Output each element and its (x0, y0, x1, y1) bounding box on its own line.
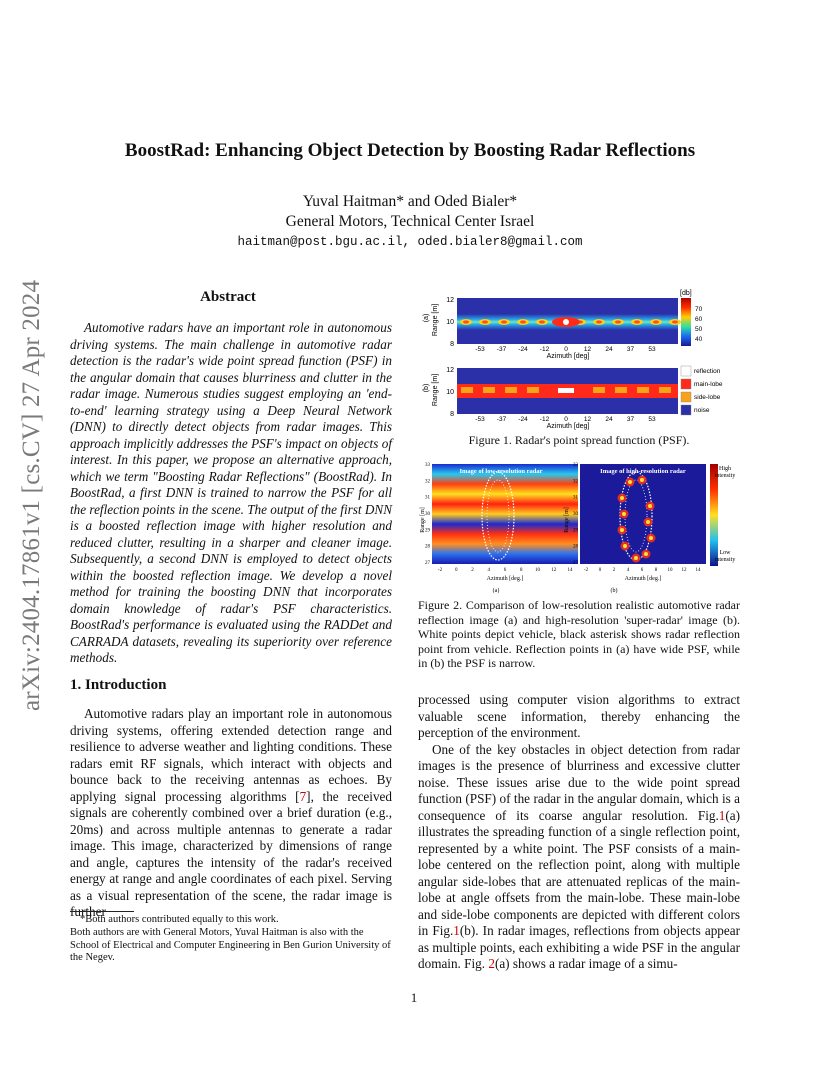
fig1-colorbar-tick: 70 (695, 306, 703, 313)
fig1-ytick: 8 (450, 341, 454, 348)
introduction-paragraph (70, 706, 392, 921)
fig1-legend-swatch (681, 366, 691, 376)
fig1-ytick: 10 (446, 389, 454, 396)
fig2-ytick: 33 (573, 463, 578, 468)
fig2-xtick: 6 (503, 568, 507, 573)
fig1-xtick: 24 (605, 416, 613, 423)
right-paragraph-1: processed using computer vision algorithms to extract valuable scene information, thereby enhancing the perception of the environment. (418, 692, 740, 740)
fig1-sidelobe-core-a (520, 320, 526, 323)
figure-1-caption: Figure 1. Radar's point spread function (PSF). (468, 433, 690, 447)
fig1-sidelobe-b (637, 387, 649, 393)
fig1-legend-swatch (681, 392, 691, 402)
fig2-xtick: 10 (535, 568, 540, 573)
fig2-yticks-a (425, 463, 431, 566)
fig1-xtick: -12 (539, 346, 550, 353)
footnote-rule (70, 911, 134, 912)
fig1-legend-swatch (681, 405, 691, 415)
fig2-colorbar-high: High intensity (714, 466, 736, 479)
fig1-xlabel-b: Azimuth [deg] (546, 423, 590, 430)
fig2-ytick: 27 (573, 561, 578, 566)
fig1-sidelobe-core-a (615, 320, 621, 323)
figure-ref-link[interactable]: 1 (453, 923, 460, 938)
footnote (70, 914, 392, 965)
fig2-colorbar (710, 464, 718, 566)
fig1-sidelobe-core-a (596, 320, 602, 323)
abstract-text: Automotive radars have an important role in autonomous driving systems. The main challenge in automotive radar detection is the radar's wide point spread function (PSF) in the angular domain that causes blurriness and clutter in the radar image. Numerous studies suggest employing an 'end-to-end' learning strategy using a Deep Neural Network (DNN) to directly detect objects from radar images. This approach implicitly addresses the PSF's impact on objects of interest. In this paper, we propose an alternative approach, which we term "Boosting Radar Reflections" (BoostRad). In BoostRad, a first DNN is trained to narrow the PSF for all the reflection points in the scene. The output of the first DNN is a boosted reflection image with higher resolution and reduced clutter, resulting in a sharper and cleaner image. Subsequently, a second DNN is employed to detect objects within the boosted reflection image. We develop a novel method for training the boosting DNN that incorporates domain knowledge of radar's PSF characteristics. BoostRad's performance is evaluated using the RADDet and CARRADA datasets, revealing its superiority over reference methods. (70, 320, 392, 665)
fig2-xtick: 14 (567, 568, 573, 573)
fig1-xtick: -37 (496, 416, 507, 423)
fig1-panel-a-label: (a) (423, 313, 430, 323)
affiliation: General Motors, Technical Center Israel (285, 213, 535, 230)
fig1-reflection-point (563, 319, 569, 325)
fig1-xtick: 0 (564, 346, 568, 353)
figure-ref-link[interactable]: 2 (488, 956, 495, 971)
fig2-xtick: 6 (640, 568, 644, 573)
right-text-d: (a) shows a radar image of a simu- (494, 956, 678, 971)
figure-2 (418, 458, 740, 596)
fig1-xtick: -24 (518, 346, 528, 353)
figure-2-caption: Figure 2. Comparison of low-resolution realistic automotive radar reflection image (a) and high-resolution 'super-radar' image (b). White points depict vehicle, black asterisk shows radar reflection point from vehicle. Reflection points in (a) have wide PSF, while in (b) the PSF is narrow. (418, 598, 740, 670)
fig1-ylabel-b: Range [m] (432, 373, 439, 407)
fig1-xtick: 24 (605, 346, 613, 353)
fig1-xtick: 37 (626, 346, 635, 353)
fig1-sidelobe-b (483, 387, 495, 393)
fig2-hotspot-core (620, 496, 624, 500)
fig2-ytick: 30 (425, 512, 430, 517)
fig2-ytick: 31 (573, 495, 578, 501)
author-names: Yuval Haitman* and Oded Bialer* (302, 193, 518, 210)
fig1-xtick: -53 (475, 346, 485, 353)
fig1-legend (681, 366, 723, 415)
fig1-ytick: 12 (446, 367, 454, 374)
fig2-ytick: 32 (425, 479, 430, 485)
fig2-xlabel-b: Azimuth [deg.] (624, 576, 662, 582)
fig2-ytick: 30 (573, 512, 578, 517)
fig1-xtick: 37 (626, 416, 635, 423)
fig2-xtick: 2 (612, 568, 616, 573)
fig2-hotspot-core (648, 504, 652, 508)
fig1-sidelobe-b (593, 387, 605, 393)
fig2-xtick: 2 (471, 568, 474, 573)
fig2-xtick: 0 (598, 568, 602, 573)
fig1-colorbar-unit: [db] (680, 290, 692, 297)
fig2-hotspot-core (646, 520, 650, 524)
fig2-xtick: 8 (654, 568, 658, 573)
fig1-ytick: 12 (446, 297, 454, 304)
fig2-hotspot-core (644, 552, 648, 556)
fig2-hotspot-core (622, 512, 626, 516)
fig1-legend-label: reflection (694, 368, 721, 375)
fig2-lowres-image (432, 464, 578, 564)
footnote-line-1: *Both authors contributed equally to this work. (80, 914, 279, 925)
author-block (60, 192, 760, 232)
fig1-xtick: -53 (475, 416, 485, 423)
fig2-ytick: 28 (425, 544, 430, 550)
fig1-sidelobe-b (659, 387, 671, 393)
fig2-xtick: 8 (520, 568, 523, 573)
abstract-heading: Abstract (200, 289, 256, 305)
fig1-xticks-a (475, 346, 656, 353)
right-column-text (418, 692, 740, 973)
fig2-ytick: 29 (573, 528, 578, 534)
fig2-ytick: 33 (425, 463, 430, 468)
fig2-colorbar-low: Low intensity (714, 550, 736, 563)
fig2-hotspot-core (628, 480, 632, 484)
fig1-colorbar-tick: 50 (695, 326, 703, 333)
introduction-heading: 1. Introduction (70, 677, 167, 693)
right-text-c: (b). In radar images, reflections from objects appear as multiple points, each exhibiting a wide PSF in the angular domain. Fig. (418, 923, 740, 971)
fig1-colorbar-tick: 60 (695, 316, 703, 323)
fig1-xtick: 12 (583, 416, 592, 423)
arxiv-identifier: arXiv:2404.17861v1 [cs.CV] 27 Apr 2024 (18, 279, 45, 712)
intro-text-b: ], the received signals are coherently combined over a brief duration (e.g., 20ms) and across multiple antennas to generate a radar image. This image, characterized by dimensions of range and angle, captures the intensity of the radar's received energy at range and angle coordinates of each pixel. Serving as a visual representation of the scene, the radar image is further (70, 788, 392, 919)
figure-ref-link[interactable]: 1 (718, 807, 726, 823)
fig2-xtick: 4 (487, 568, 490, 573)
fig1-colorbar-tick: 40 (695, 336, 703, 343)
fig2-xtick: 12 (551, 568, 557, 573)
fig1-xtick: -37 (496, 346, 507, 353)
fig1-sidelobe-b (461, 387, 473, 393)
fig1-sidelobe-core-a (539, 320, 545, 323)
right-text-b: (a) illustrates the spreading function of a single reflection point, represented by a white point. The PSF consists of a main-lobe centered on the reflection point, along with multiple angular side-lobes that are attenuated replicas of the main-lobe at angle offsets from the main-lobe. These main-lobe and side-lobe components are depicted with different colors in Fig. (418, 807, 740, 938)
fig1-ytick: 10 (446, 319, 454, 326)
fig1-xtick: 53 (648, 346, 656, 353)
fig1-legend-label: main-lobe (694, 381, 723, 388)
fig1-xlabel-a: Azimuth [deg] (546, 353, 590, 360)
fig1-sidelobe-b (527, 387, 539, 393)
fig2-xtick: -2 (437, 568, 443, 573)
fig2-xtick: 10 (667, 568, 673, 573)
fig2-hotspot-core (623, 544, 627, 548)
right-text-a: One of the key obstacles in object detection from radar images is the presence of blurriness and excessive clutter noise. These issues arise due to the wide point spread function (PSF) of the radar in the angular domain, which is a consequence of its coarse angular resolution. Fig. (418, 741, 740, 823)
fig2-ylabel-b: Range [m] (564, 507, 570, 533)
fig1-xticks-b (475, 416, 656, 423)
fig2-ylabel-a: Range [m] (420, 507, 426, 533)
fig2-xlabel-a: Azimuth [deg.] (486, 576, 524, 582)
fig1-ytick: 8 (450, 411, 454, 418)
fig1-xtick: -24 (518, 416, 528, 423)
fig2-hotspot-core (640, 478, 644, 482)
fig1-legend-swatch (681, 379, 691, 389)
fig1-xtick: 0 (564, 416, 568, 423)
fig1-sidelobe-core-a (634, 320, 640, 323)
author-emails: haitman@post.bgu.ac.il, oded.bialer8@gmail.com (237, 235, 583, 249)
fig2-xticks-b (584, 568, 701, 573)
fig2-xtick: 14 (695, 568, 701, 573)
fig2-hotspot-core (649, 536, 653, 540)
fig2-title-a: Image of low-resolution radar (459, 468, 543, 475)
fig1-reflection-b (558, 388, 574, 393)
page-number: 1 (410, 990, 418, 1005)
fig1-sidelobe-b (505, 387, 517, 393)
fig2-hotspot-core (620, 528, 624, 532)
fig1-legend-label: noise (694, 407, 710, 414)
fig2-xtick: 0 (455, 568, 458, 573)
fig2-label-a: (a) (492, 588, 500, 594)
fig2-xtick: 4 (626, 568, 630, 573)
fig1-sidelobe-core-a (653, 320, 659, 323)
fig1-legend-label: side-lobe (694, 394, 721, 401)
paper-title: BoostRad: Enhancing Object Detection by Boosting Radar Reflections (124, 140, 696, 161)
fig1-yticks-b (446, 367, 454, 418)
fig1-xtick: 53 (648, 416, 656, 423)
fig2-ytick: 29 (425, 528, 430, 534)
fig1-yticks-a (446, 297, 454, 348)
fig1-colorbar (681, 298, 691, 346)
fig2-label-b: (b) (610, 588, 618, 594)
fig2-ytick: 31 (425, 495, 430, 501)
fig1-panel-b-label: (b) (423, 383, 430, 393)
fig1-ylabel-a: Range [m] (432, 303, 439, 337)
fig2-ytick: 28 (573, 544, 578, 550)
right-paragraph-2 (418, 742, 740, 973)
fig1-xtick: 12 (583, 346, 592, 353)
intro-text-a: Automotive radars play an important role in autonomous driving systems, offering extended detection range and resilience to adverse weather and lighting conditions. These radars emit RF signals, which interact with objects and bounce back to the receiving antennas as echoes. By applying signal processing algorithms [ (70, 706, 392, 804)
fig1-sidelobe-core-a (672, 320, 678, 323)
fig2-xtick: 12 (681, 568, 687, 573)
fig1-sidelobe-core-a (463, 320, 469, 323)
fig1-sidelobe-core-a (482, 320, 488, 323)
fig2-hotspot-core (634, 556, 638, 560)
fig2-title-b: Image of high-resolution radar (600, 468, 686, 475)
fig2-ytick: 32 (573, 479, 578, 485)
fig1-sidelobe-core-a (501, 320, 507, 323)
fig2-xtick: -2 (583, 568, 589, 573)
fig2-ytick: 27 (425, 561, 430, 566)
citation-link[interactable]: 7 (299, 788, 307, 804)
fig1-xtick: -12 (539, 416, 550, 423)
fig1-colorbar-ticks (695, 306, 703, 343)
footnote-line-2: Both authors are with General Motors, Yuval Haitman is also with the School of Electrical and Computer Engineering in Ben Gurion University of the Negev. (70, 926, 391, 964)
fig1-sidelobe-b (615, 387, 627, 393)
figure-1 (418, 288, 740, 433)
fig2-xticks-a (438, 568, 573, 573)
